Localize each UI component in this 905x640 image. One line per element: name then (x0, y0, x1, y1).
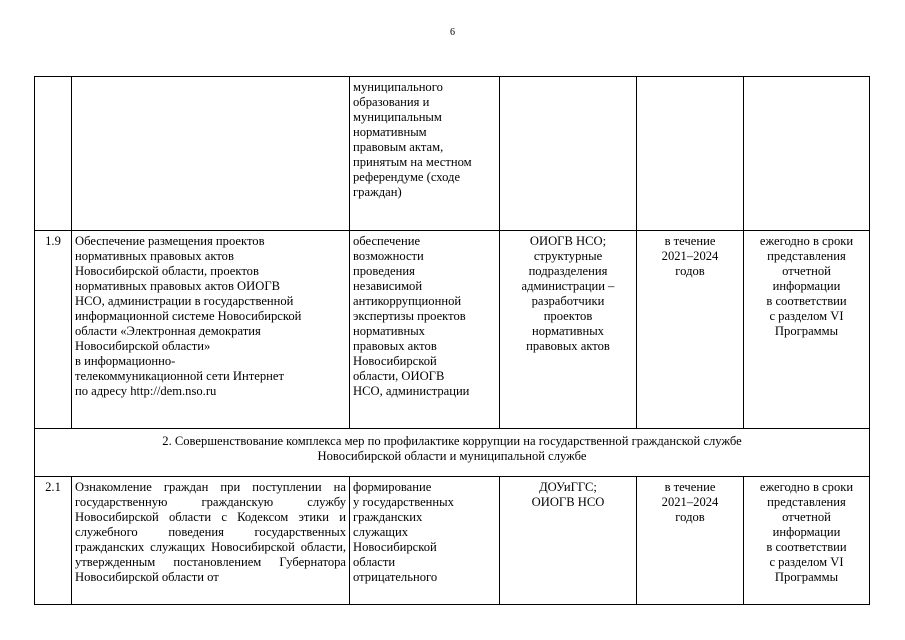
section-heading-row (35, 429, 870, 477)
table-row-2-1 (35, 477, 870, 605)
cell-reporting: ежегодно в сроки представления отчетной информации в соответствии с разделом VI Программы (744, 477, 870, 605)
cell-purpose: муниципального образования и муниципальным нормативным правовым актам, принятым на местном референдуме (сходе граждан) (350, 77, 500, 231)
cell-action (72, 77, 350, 231)
measures-table (34, 76, 870, 605)
cell-term: в течение 2021–2024 годов (637, 231, 744, 429)
cell-term (637, 77, 744, 231)
cell-purpose: формирование у государственных гражданских служащих Новосибирской области отрицательного (350, 477, 500, 605)
table-row-continuation (35, 77, 870, 231)
cell-reporting: ежегодно в сроки представления отчетной информации в соответствии с разделом VI Программы (744, 231, 870, 429)
cell-num: 2.1 (35, 477, 72, 605)
page-number: 6 (450, 27, 455, 38)
cell-num (35, 77, 72, 231)
table-row-1-9 (35, 231, 870, 429)
cell-term: в течение 2021–2024 годов (637, 477, 744, 605)
cell-action: Обеспечение размещения проектов нормативных правовых актов Новосибирской области, проектов нормативных правовых актов ОИОГВ НСО, администрации в государственной информационной системе Новосибирской области «Электронная демократия Новосибирской области» в информационно- телекоммуникационной сети Интернет по адресу http://dem.nso.ru (72, 231, 350, 429)
cell-num: 1.9 (35, 231, 72, 429)
cell-action: Ознакомление граждан при поступлении на государственную гражданскую службу Новосибирской области с Кодексом этики и служебного поведения государственных гражданских служащих Новосибирской области, утвержденным постановлением Губернатора Новосибирской области от (72, 477, 350, 605)
cell-purpose: обеспечение возможности проведения независимой антикоррупционной экспертизы проектов нормативных правовых актов Новосибирской области, ОИОГВ НСО, администрации (350, 231, 500, 429)
cell-executor: ОИОГВ НСО; структурные подразделения администрации – разработчики проектов нормативных правовых актов (500, 231, 637, 429)
cell-reporting (744, 77, 870, 231)
cell-executor (500, 77, 637, 231)
section-title: 2. Совершенствование комплекса мер по профилактике коррупции на государственной гражданской службе Новосибирской области и муниципальной службе (35, 429, 870, 477)
cell-executor: ДОУиГГС; ОИОГВ НСО (500, 477, 637, 605)
